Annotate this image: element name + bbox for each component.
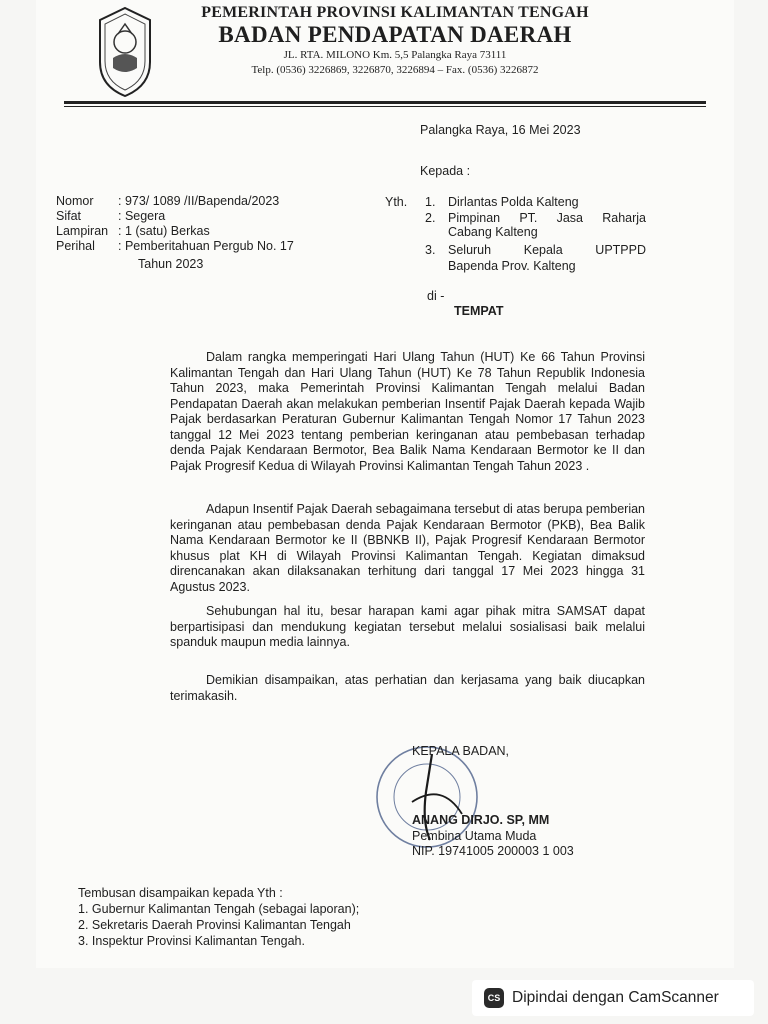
nomor-value: : 973/ 1089 /II/Bapenda/2023 bbox=[118, 194, 280, 208]
lampiran-value: : 1 (satu) Berkas bbox=[118, 224, 210, 238]
signatory-nip: NIP. 19741005 200003 1 003 bbox=[412, 844, 574, 858]
tempat-label: TEMPAT bbox=[454, 304, 504, 318]
letterhead-agency: BADAN PENDAPATAN DAERAH bbox=[218, 22, 572, 47]
perihal-value-line2: Tahun 2023 bbox=[138, 257, 204, 271]
camscanner-watermark bbox=[472, 980, 754, 1016]
place-date: Palangka Raya, 16 Mei 2023 bbox=[420, 123, 581, 137]
body-paragraph: Sehubungan hal itu, besar harapan kami agar pihak mitra SAMSAT dapat berpartisipasi dan mendukung kegiatan tersebut melalui sosialisasi baik melalui spanduk maupun media lainnya. bbox=[170, 604, 645, 649]
letterhead-government: PEMERINTAH PROVINSI KALIMANTAN TENGAH bbox=[201, 4, 589, 21]
cc-item: 1. Gubernur Kalimantan Tengah (sebagai laporan); bbox=[78, 902, 360, 916]
letterhead-address: JL. RTA. MILONO Km. 5,5 Palangka Raya 73111 bbox=[283, 49, 507, 61]
recipient-item-line2: Bapenda Prov. Kalteng bbox=[448, 259, 576, 273]
recipient-item: Dirlantas Polda Kalteng bbox=[448, 195, 579, 209]
nomor-label: Nomor bbox=[56, 194, 94, 208]
signature-title: KEPALA BADAN, bbox=[412, 744, 510, 758]
letterhead bbox=[160, 4, 630, 78]
province-crest-logo bbox=[96, 6, 154, 98]
perihal-label: Perihal bbox=[56, 239, 95, 253]
cc-title: Tembusan disampaikan kepada Yth : bbox=[78, 886, 283, 900]
recipient-number: 2. bbox=[425, 211, 436, 225]
recipient-item-line2: Cabang Kalteng bbox=[448, 225, 538, 239]
recipient-number: 1. bbox=[425, 195, 436, 209]
signatory-name: ANANG DIRJO. SP, MM bbox=[412, 813, 550, 827]
cc-item: 2. Sekretaris Daerah Provinsi Kalimantan Tengah bbox=[78, 918, 351, 932]
lampiran-label: Lampiran bbox=[56, 224, 109, 238]
sifat-value: : Segera bbox=[118, 209, 166, 223]
letterhead-rule-thick bbox=[64, 101, 706, 104]
cc-item: 3. Inspektur Provinsi Kalimantan Tengah. bbox=[78, 934, 305, 948]
camscanner-icon: CS bbox=[484, 988, 504, 1008]
camscanner-label: Dipindai dengan CamScanner bbox=[512, 989, 719, 1006]
yth-label: Yth. bbox=[385, 195, 408, 209]
body-paragraph: Demikian disampaikan, atas perhatian dan kerjasama yang baik diucapkan terimakasih. bbox=[170, 673, 645, 703]
letterhead-rule-thin bbox=[64, 106, 706, 107]
recipient-item: Pimpinan PT. Jasa Raharja bbox=[448, 211, 646, 225]
letterhead-phone: Telp. (0536) 3226869, 3226870, 3226894 – Fax. (0536) 3226872 bbox=[251, 64, 539, 76]
body-paragraph: Dalam rangka memperingati Hari Ulang Tahun (HUT) Ke 66 Tahun Provinsi Kalimantan Tengah dan Hari Ulang Tahun (HUT) Ke 78 Tahun Republik Indonesia Tahun 2023, maka Pemerintah Provinsi Kalimantan Tengah melalui Badan Pendapatan Daerah akan melakukan pemberian Insentif Pajak Daerah kepada Wajib Pajak berdasarkan Peraturan Gubernur Kalimantan Tengah Nomor 17 Tahun 2023 tanggal 12 Mei 2023 tentang pemberian keringanan atau pembebasan terhadap denda Pajak Kendaraan Bermotor, Bea Balik Nama Kendaraan Bermotor ke II dan Pajak Progresif Kedua di Wilayah Provinsi Kalimantan Tengah Tahun 2023 . bbox=[170, 350, 645, 473]
perihal-value: : Pemberitahuan Pergub No. 17 bbox=[118, 239, 294, 253]
body-paragraph: Adapun Insentif Pajak Daerah sebagaimana tersebut di atas berupa pemberian keringanan atau pembebasan denda Pajak Kendaraan Bermotor (PKB), Bea Balik Nama Kendaraan Bermotor ke II (BBNKB II), Pajak Progresif Kendaraan Bermotor khusus plat KH di Wilayah Provinsi Kalimantan Tengah. Kegiatan dimaksud direncanakan akan dilaksanakan terhitung dari tanggal 17 Mei 2023 hingga 31 Agustus 2023. bbox=[170, 502, 645, 594]
recipient-number: 3. bbox=[425, 243, 436, 257]
recipient-item: Seluruh Kepala UPTPPD bbox=[448, 243, 646, 257]
signatory-rank: Pembina Utama Muda bbox=[412, 829, 537, 843]
kepada-label: Kepada : bbox=[420, 164, 471, 178]
sifat-label: Sifat bbox=[56, 209, 82, 223]
di-label: di - bbox=[427, 289, 445, 303]
